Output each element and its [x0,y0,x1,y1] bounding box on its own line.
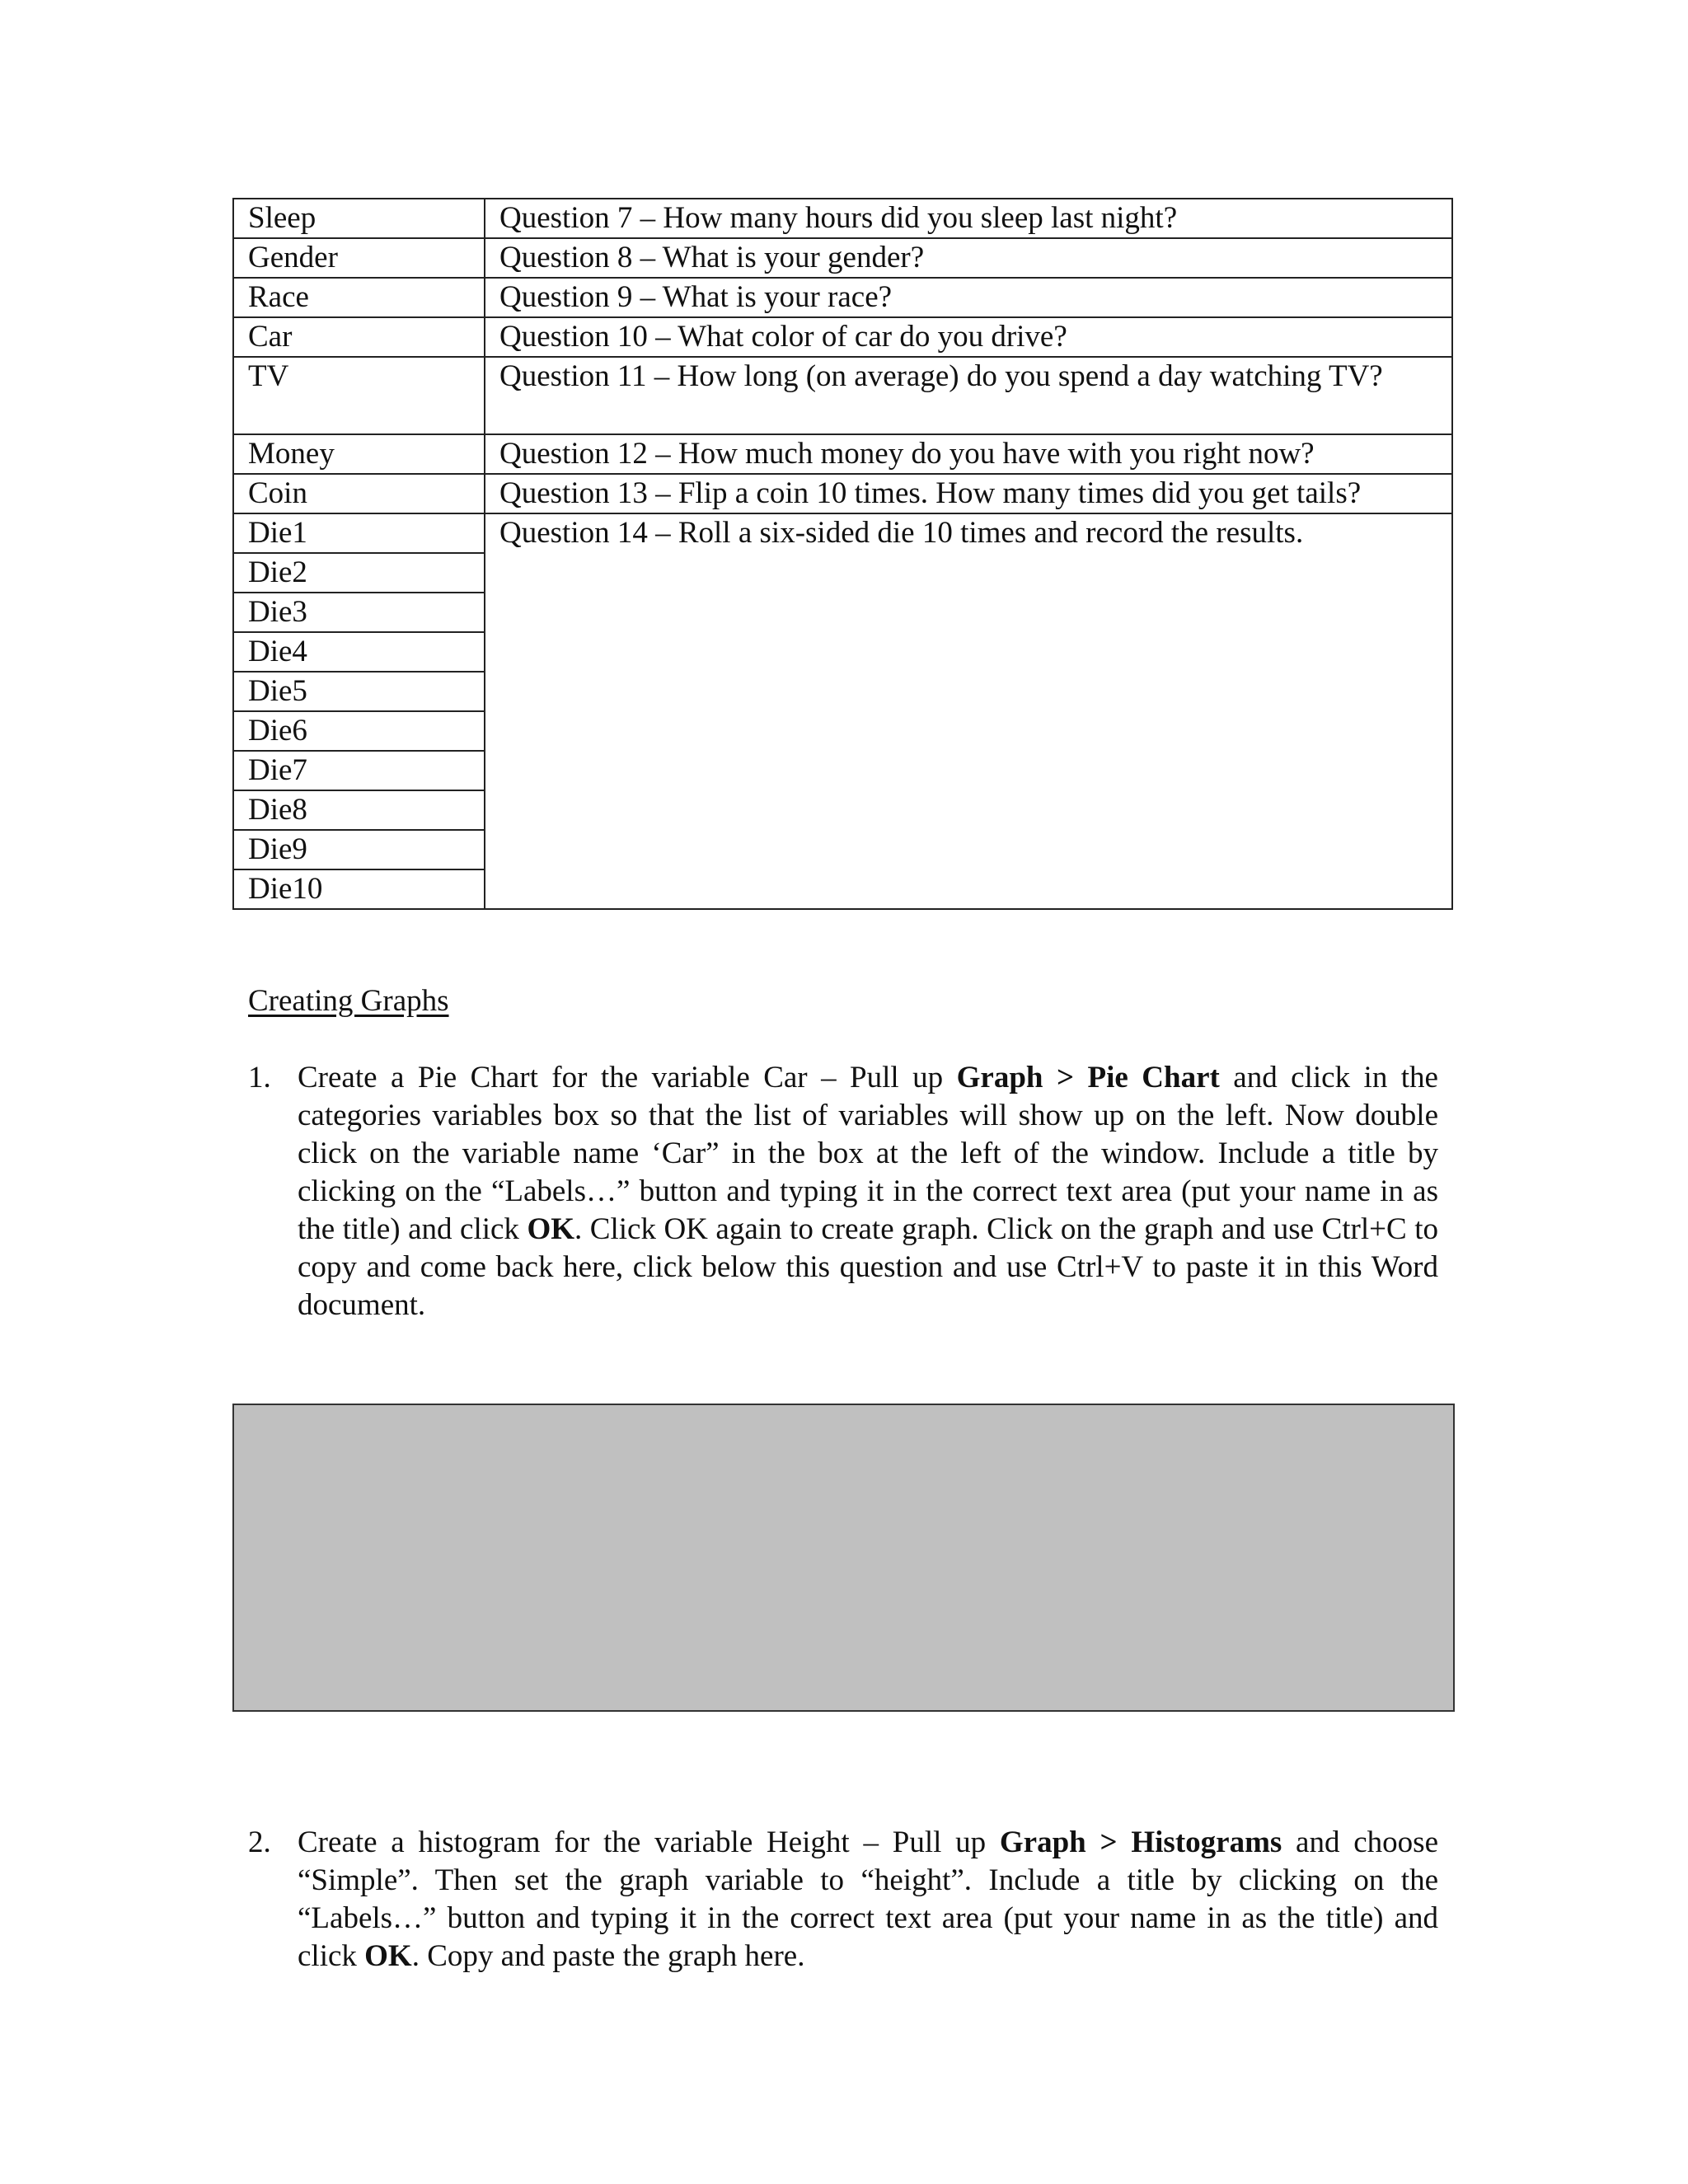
instruction-text-segment: Create a histogram for the variable Height – Pull up [298,1825,1000,1859]
variable-name-cell: Sleep [233,199,485,238]
variable-name-cell: Car [233,317,485,357]
question-cell: Question 13 – Flip a coin 10 times. How many times did you get tails? [485,474,1452,513]
variable-name-cell: Die10 [233,869,485,909]
graph-paste-area[interactable] [232,1404,1455,1712]
variable-name-cell: Die2 [233,553,485,593]
question-cell: Question 9 – What is your race? [485,278,1452,317]
question-cell: Question 7 – How many hours did you sleep last night? [485,199,1452,238]
variable-name-cell: Die5 [233,672,485,711]
instruction-item [248,1059,1438,1324]
instruction-text-segment: and choose “Simple”. Then set the graph variable to “height”. Include a title by clicking on the “Labels…” button and typing it in the correct text area (put your name in as the title) and click [298,1825,1438,1973]
table-row [233,357,1452,434]
variable-name-cell: Money [233,434,485,474]
instruction-text [298,1059,1438,1324]
question-cell: Question 11 – How long (on average) do you spend a day watching TV? [485,357,1452,434]
list-number: 2. [248,1825,271,1859]
section-heading: Creating Graphs [248,984,449,1018]
table-row [233,434,1452,474]
ok-bold: OK [364,1939,412,1973]
instruction-text-segment: and click in the categories variables box so that the list of variables will show up on the left. Now double click on the variable name ‘Car” in the box at the left of the window. Include a title by clicking on the “Labels…” button and typing it in the correct text area (put your name in as the title) and click [298,1061,1438,1246]
instruction-text-segment: Create a Pie Chart for the variable Car – Pull up [298,1061,957,1094]
question-cell: Question 12 – How much money do you have with you right now? [485,434,1452,474]
variables-table [232,198,1453,910]
variable-name-cell: Die6 [233,711,485,751]
menu-path-bold: Graph > Pie Chart [956,1061,1220,1094]
ok-bold: OK [527,1212,575,1246]
instruction-item [248,1824,1438,1975]
variable-name-cell: Die8 [233,790,485,830]
table-row [233,199,1452,238]
instruction-text-segment: . Click OK again to create graph. Click on the graph and use Ctrl+C to copy and come back here, click below this question and use Ctrl+V to paste it in this Word document. [298,1212,1438,1322]
variable-name-cell: Gender [233,238,485,278]
instruction-text-segment: . Copy and paste the graph here. [411,1939,805,1973]
variable-name-cell: Die3 [233,593,485,632]
table-row [233,513,1452,553]
instruction-text [298,1824,1438,1975]
question-cell: Question 10 – What color of car do you drive? [485,317,1452,357]
menu-path-bold: Graph > Histograms [999,1825,1282,1859]
table-row [233,474,1452,513]
table-row [233,278,1452,317]
table-row [233,238,1452,278]
question-cell: Question 8 – What is your gender? [485,238,1452,278]
table-row [233,317,1452,357]
variable-name-cell: Die7 [233,751,485,790]
variable-name-cell: Die4 [233,632,485,672]
variable-name-cell: Die9 [233,830,485,869]
variable-name-cell: Die1 [233,513,485,553]
variable-name-cell: Race [233,278,485,317]
variable-name-cell: Coin [233,474,485,513]
list-number: 1. [248,1061,271,1094]
die-question-cell: Question 14 – Roll a six-sided die 10 times and record the results. [485,513,1452,909]
variable-name-cell: TV [233,357,485,434]
